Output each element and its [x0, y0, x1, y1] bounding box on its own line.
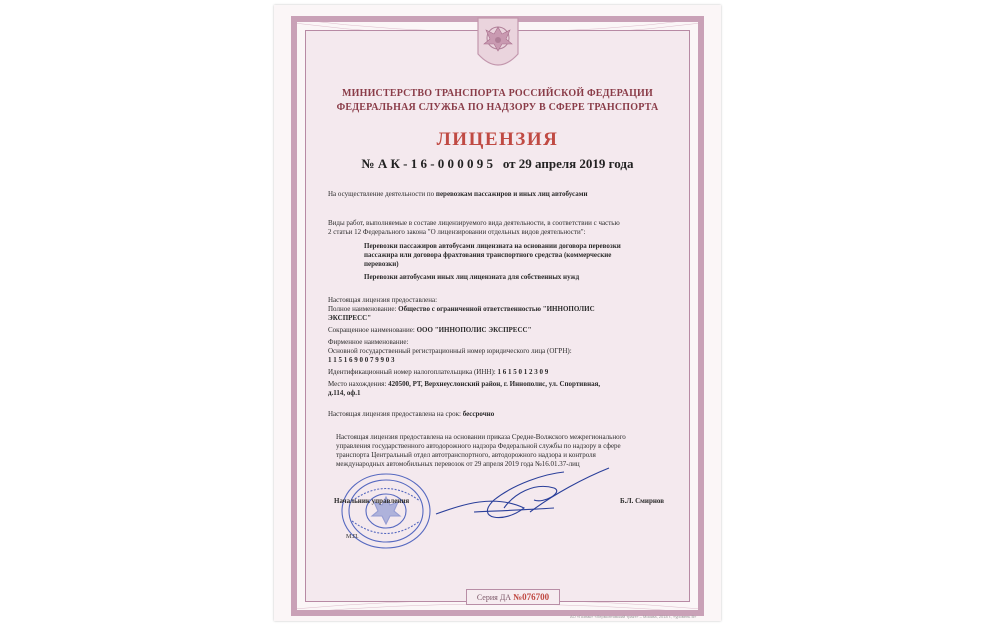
basis-line2: управления государственного автодорожного надзора Федеральной службы по надзору в сфере	[336, 442, 621, 450]
signatory-name: Б.Л. Смирнов	[620, 497, 664, 505]
ministry-name-line1: МИНИСТЕРСТВО ТРАНСПОРТА РОССИЙСКОЙ ФЕДЕРАЦИИ	[341, 88, 654, 99]
activity-line	[328, 190, 588, 199]
inn-value: 1 6 1 5 0 1 2 3 0 9	[497, 368, 549, 376]
basis-line1: Настоящая лицензия предоставлена на основании приказа Средне-Волжского межрегионального	[336, 433, 626, 441]
coat-of-arms-icon	[472, 14, 524, 76]
full-name-value-cont: ЭКСПРЕСС"	[328, 314, 372, 322]
works-intro-line2: 2 статьи 12 Федерального закона "О лицензировании отдельных видов деятельности":	[328, 228, 586, 236]
series-box	[466, 589, 560, 605]
ogrn-value: 1 1 5 1 6 9 0 0 7 9 9 0 3	[328, 356, 395, 364]
term-line	[328, 410, 494, 419]
ministry-name-line2: ФЕДЕРАЛЬНАЯ СЛУЖБА ПО НАДЗОРУ В СФЕРЕ ТРАНСПОРТА	[336, 102, 659, 113]
address-line1	[328, 380, 600, 389]
full-name-line1	[328, 305, 595, 314]
inn-line	[328, 368, 548, 377]
activity-value: перевозкам пассажиров и иных лиц автобусами	[435, 190, 588, 198]
term-label: Настоящая лицензия предоставлена на срок:	[328, 410, 461, 418]
license-document	[274, 5, 721, 621]
works-item1-line2: пассажира или договора фрахтования транспортного средства (коммерческие	[364, 251, 612, 259]
signatory-position: Начальник управления	[334, 497, 410, 505]
short-name-label: Сокращенное наименование:	[328, 326, 415, 334]
handwritten-signature	[434, 464, 614, 534]
license-date: от 29 апреля 2019 года	[502, 156, 634, 171]
inn-label: Идентификационный номер налогоплательщика (ИНН):	[328, 368, 496, 376]
ogrn-label: Основной государственный регистрационный номер юридического лица (ОГРН):	[328, 347, 572, 355]
activity-prefix: На осуществление деятельности по	[328, 190, 435, 198]
mp-mark: М.П.	[346, 534, 359, 540]
basis-line3: транспорта Центральный отдел автотранспортного, автодорожного надзора и контроля	[336, 451, 596, 459]
short-name-line	[328, 326, 531, 335]
address-value-cont: д.114, оф.1	[328, 389, 361, 397]
works-item1-line3: перевозки)	[364, 260, 399, 268]
address-label: Место нахождения:	[328, 380, 387, 388]
address-value: 420500, РТ, Верхнеуслонский район, г. Иннополис, ул. Спортивная,	[388, 380, 601, 388]
series-label: Серия ДА	[476, 593, 512, 602]
license-number: № А К - 1 6 - 0 0 0 0 9 5	[361, 156, 494, 171]
full-name-value: Общество с ограниченной ответственностью "ИННОПОЛИС	[398, 305, 595, 313]
full-name-label: Полное наименование:	[328, 305, 397, 313]
series-number: №076700	[513, 592, 550, 602]
granted-label: Настоящая лицензия предоставлена:	[328, 296, 438, 304]
brand-name-label: Фирменное наименование:	[328, 338, 409, 346]
basis-line4: международных автомобильных перевозок от 29 апреля 2019 года №16.01.37-лиц	[336, 460, 580, 468]
term-value: бессрочно	[462, 410, 495, 418]
works-item1-line1: Перевозки пассажиров автобусами лицензиата на основании договора перевозки	[364, 242, 621, 250]
printer-footer: АО «Гознак» «Лермонтовский тракт» – Москва, 2018 г., «уровень В»	[570, 614, 697, 619]
works-intro-line1: Виды работ, выполняемые в составе лицензируемого вида деятельности, в соответствии с частью	[328, 219, 620, 227]
license-number-line	[274, 156, 721, 172]
short-name-value: ООО "ИННОПОЛИС ЭКСПРЕСС"	[416, 326, 532, 334]
works-item2: Перевозки автобусами иных лиц лицензиата для собственных нужд	[364, 273, 580, 281]
document-title: ЛИЦЕНЗИЯ	[436, 129, 559, 150]
